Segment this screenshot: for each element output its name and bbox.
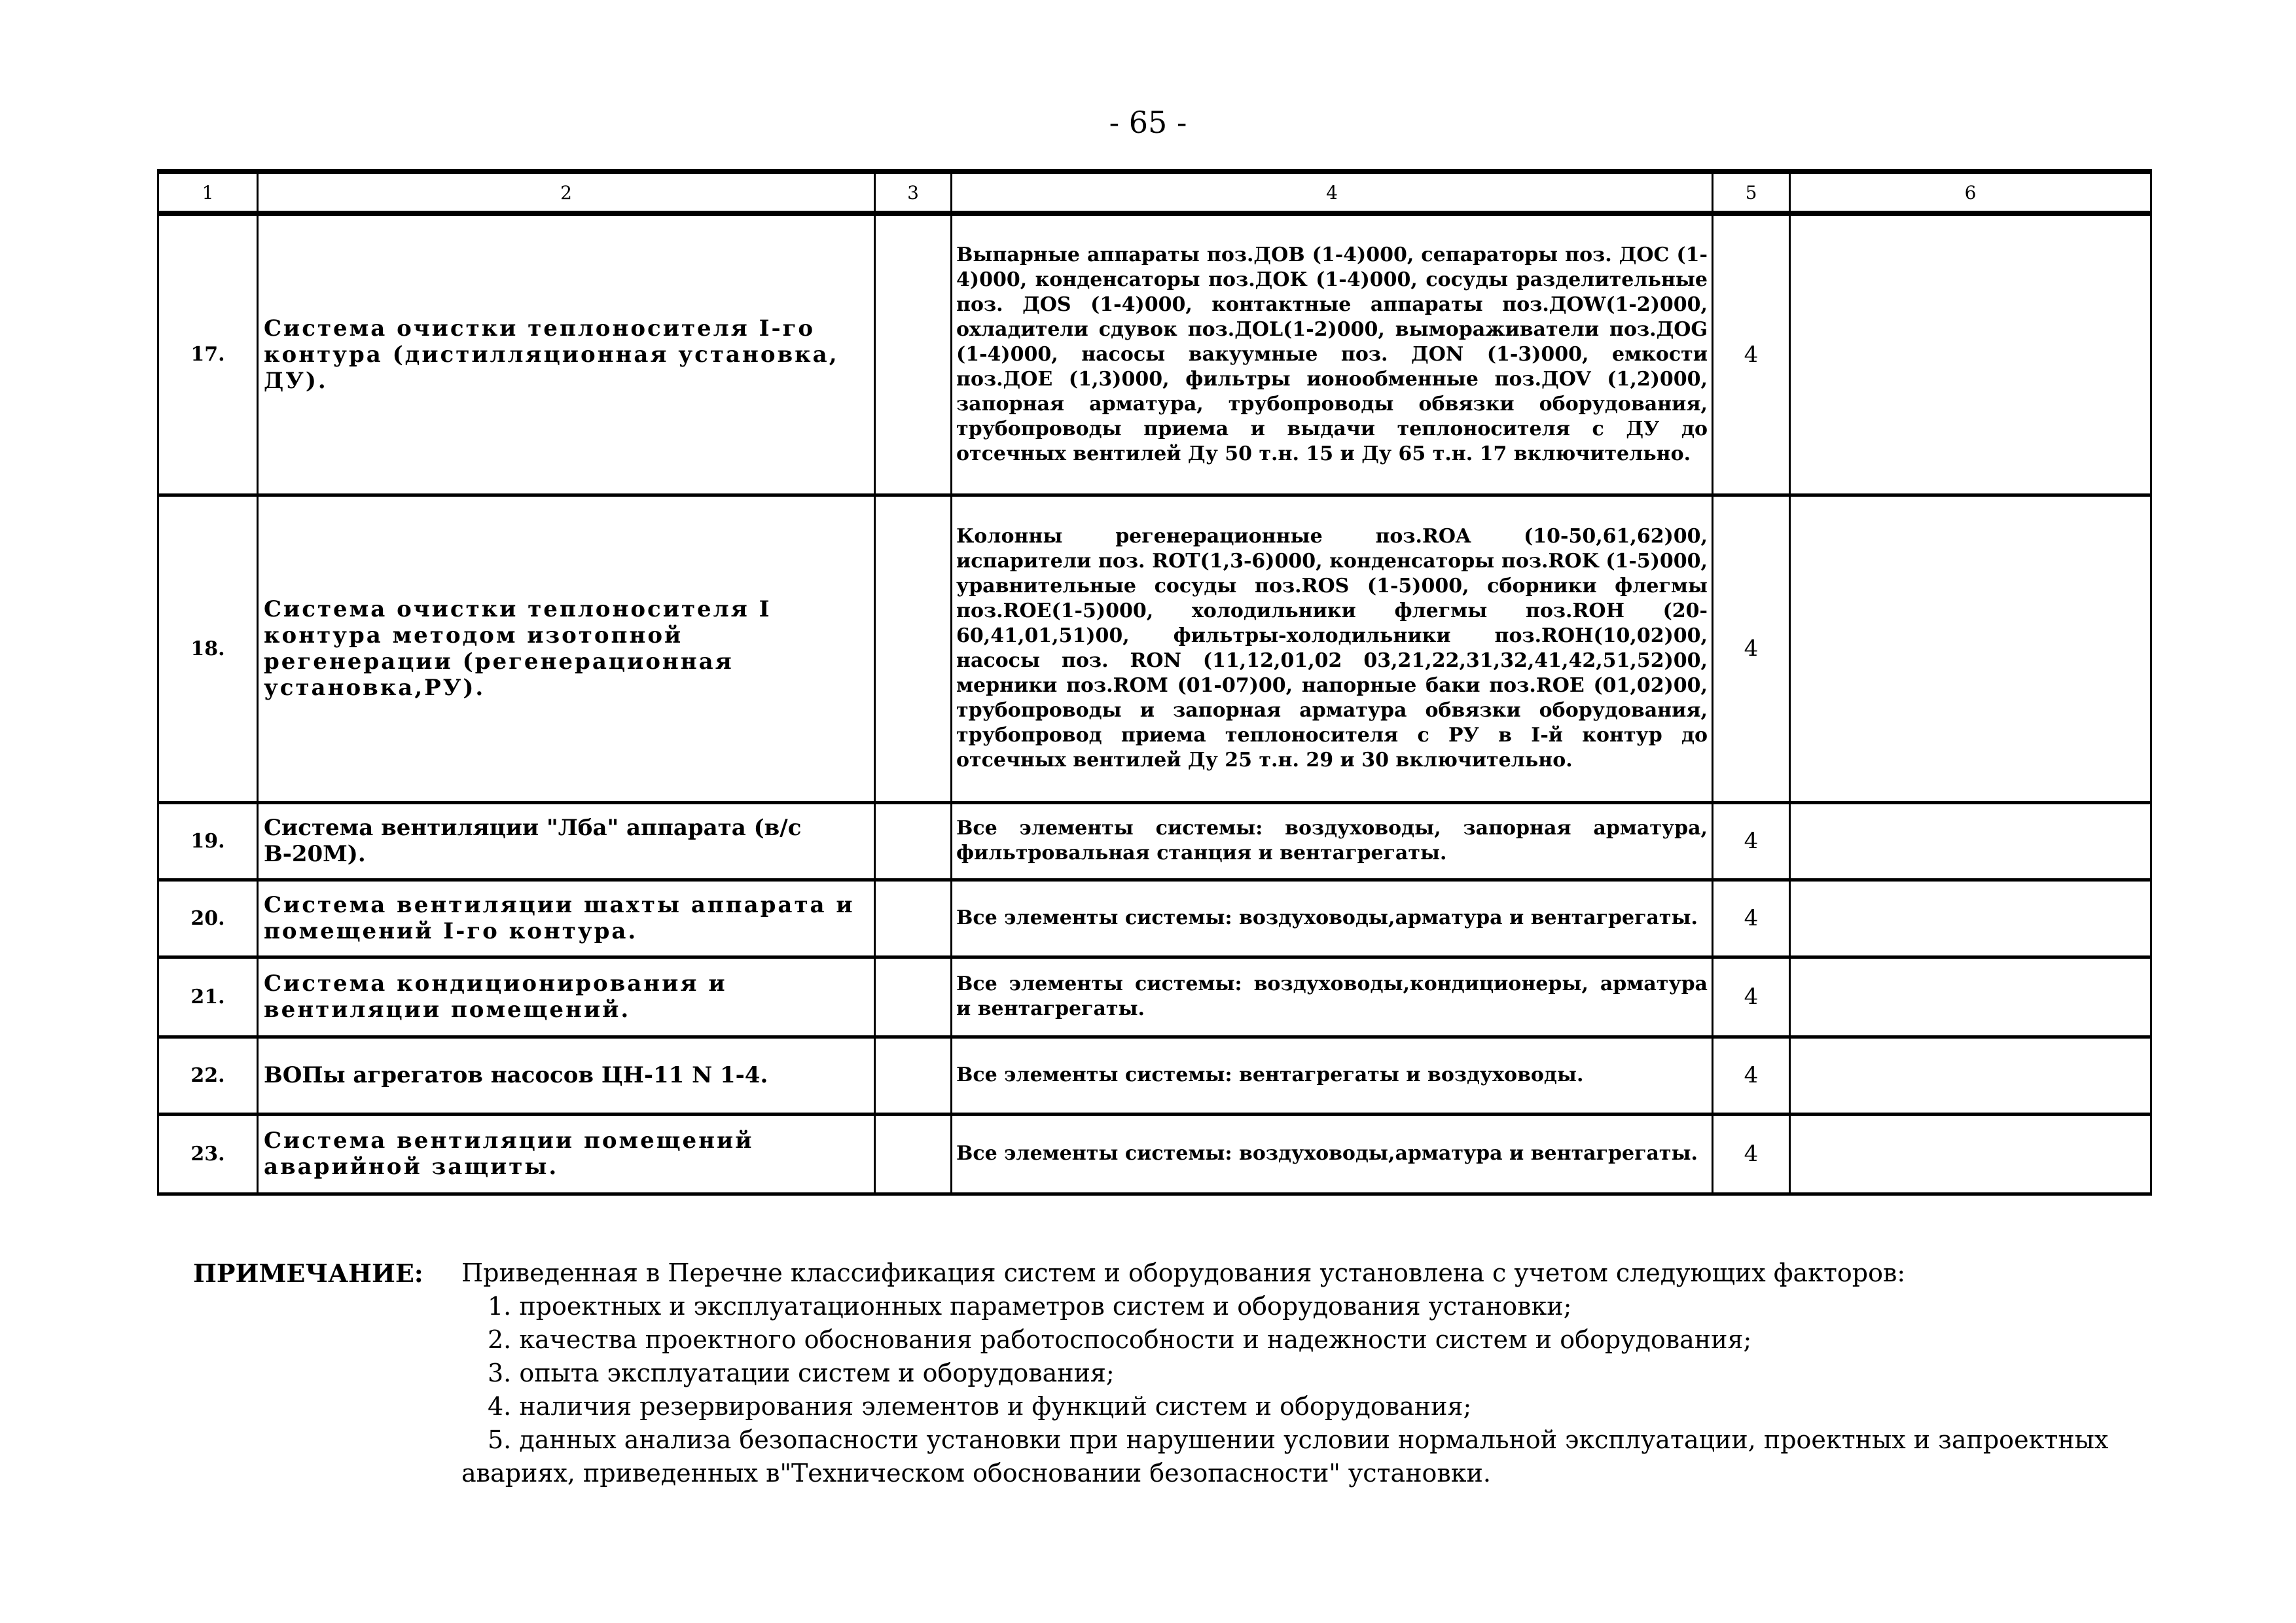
col3-cell (875, 1037, 952, 1114)
col3-cell (875, 802, 952, 880)
page-number: - 65 - (1109, 105, 1187, 140)
row-number: 21. (158, 957, 258, 1037)
table-header-row (158, 171, 2151, 213)
col3-cell (875, 1114, 952, 1194)
header-col-4: 4 (952, 171, 1713, 213)
category: 4 (1713, 213, 1790, 495)
system-elements: Все элементы системы: воздуховоды, запорная арматура, фильтровальная станция и вентагрегаты. (952, 802, 1713, 880)
col6-cell (1790, 957, 2151, 1037)
system-name: Система очистки теплоносителя I контура методом изотопной регенерации (регенерационная установка,РУ). (258, 495, 875, 802)
note-item: 4. наличия резервирования элементов и функций систем и оборудования; (488, 1392, 1472, 1421)
system-name: Система вентиляции "Лба" аппарата (в/с В-20М). (258, 802, 875, 880)
col3-cell (875, 495, 952, 802)
system-elements: Колонны регенерационные поз.ROA (10-50,61,62)00, испарители поз. ROT(1,3-6)000, конденсаторы поз.ROK (1-5)000, уравнительные сосуды поз.ROS (1-5)000, сборники флегмы поз.ROE(1-5)000, холодильники флегмы поз.ROH (20-60,41,01,51)00, фильтры-холодильники поз.ROH(10,02)00, насосы поз. RON (11,12,01,02 03,21,22,31,32,41,42,51,52)00, мерники поз.ROM (01-07)00, напорные баки поз.ROE (01,02)00, трубопроводы и запорная арматура обвязки оборудования, трубопровод приема теплоносителя с РУ в I-й контур до отсечных вентилей Ду 25 т.н. 29 и 30 включительно. (952, 495, 1713, 802)
system-elements: Выпарные аппараты поз.ДОВ (1-4)000, сепараторы поз. ДОС (1-4)000, конденсаторы поз.ДОК (1-4)000, сосуды разделительные поз. ДOS (1-4)000, контактные аппараты поз.ДOW(1-2)000, охладители сдувок поз.ДOL(1-2)000, вымораживатели поз.ДOG (1-4)000, насосы вакуумные поз. ДON (1-3)000, емкости поз.ДОЕ (1,3)000, фильтры ионообменные поз.ДOV (1,2)000, запорная арматура, трубопроводы обвязки оборудования, трубопроводы приема и выдачи теплоносителя с ДУ до отсечных вентилей Ду 50 т.н. 15 и Ду 65 т.н. 17 включительно. (952, 213, 1713, 495)
category: 4 (1713, 1037, 1790, 1114)
col6-cell (1790, 880, 2151, 957)
note-item: 5. данных анализа безопасности установки при нарушении условии нормальной эксплуатации, проектных и запроектных авариях, приведенных в"Техническом обосновании безопасности" установки. (461, 1425, 2109, 1488)
col3-cell (875, 957, 952, 1037)
table-row (158, 802, 2151, 880)
row-number: 18. (158, 495, 258, 802)
note-intro: Приведенная в Перечне классификация систем и оборудования установлена с учетом следующих факторов: (461, 1258, 1906, 1287)
col6-cell (1790, 1114, 2151, 1194)
category: 4 (1713, 880, 1790, 957)
row-number: 23. (158, 1114, 258, 1194)
col6-cell (1790, 1037, 2151, 1114)
system-elements: Все элементы системы: воздуховоды,кондиционеры, арматура и вентагрегаты. (952, 957, 1713, 1037)
table-row (158, 957, 2151, 1037)
table-row (158, 1114, 2151, 1194)
system-name: Система очистки теплоносителя I-го контура (дистилляционная установка, ДУ). (258, 213, 875, 495)
system-name: Система кондиционирования и вентиляции помещений. (258, 957, 875, 1037)
header-col-1: 1 (158, 171, 258, 213)
table-row (158, 880, 2151, 957)
table-row (158, 1037, 2151, 1114)
table-row (158, 213, 2151, 495)
system-elements: Все элементы системы: воздуховоды,арматура и вентагрегаты. (952, 1114, 1713, 1194)
category: 4 (1713, 1114, 1790, 1194)
note-label: ПРИМЕЧАНИЕ: (193, 1258, 423, 1288)
header-col-2: 2 (258, 171, 875, 213)
header-col-3: 3 (875, 171, 952, 213)
col6-cell (1790, 495, 2151, 802)
col6-cell (1790, 213, 2151, 495)
category: 4 (1713, 957, 1790, 1037)
system-name: ВОПы агрегатов насосов ЦН-11 N 1-4. (258, 1037, 875, 1114)
note-body (461, 1257, 2150, 1490)
system-name: Система вентиляции помещений аварийной защиты. (258, 1114, 875, 1194)
note-item: 3. опыта эксплуатации систем и оборудования; (488, 1359, 1115, 1387)
note-item: 1. проектных и эксплуатационных параметров систем и оборудования установки; (488, 1292, 1572, 1321)
row-number: 20. (158, 880, 258, 957)
header-col-6: 6 (1790, 171, 2151, 213)
category: 4 (1713, 495, 1790, 802)
table-row (158, 495, 2151, 802)
system-elements: Все элементы системы: вентагрегаты и воздуховоды. (952, 1037, 1713, 1114)
system-name: Система вентиляции шахты аппарата и помещений I-го контура. (258, 880, 875, 957)
system-elements: Все элементы системы: воздуховоды,арматура и вентагрегаты. (952, 880, 1713, 957)
classification-table (157, 169, 2150, 1196)
header-col-5: 5 (1713, 171, 1790, 213)
row-number: 17. (158, 213, 258, 495)
col6-cell (1790, 802, 2151, 880)
row-number: 19. (158, 802, 258, 880)
category: 4 (1713, 802, 1790, 880)
row-number: 22. (158, 1037, 258, 1114)
col3-cell (875, 213, 952, 495)
note-item: 2. качества проектного обоснования работоспособности и надежности систем и оборудования; (488, 1325, 1752, 1354)
col3-cell (875, 880, 952, 957)
